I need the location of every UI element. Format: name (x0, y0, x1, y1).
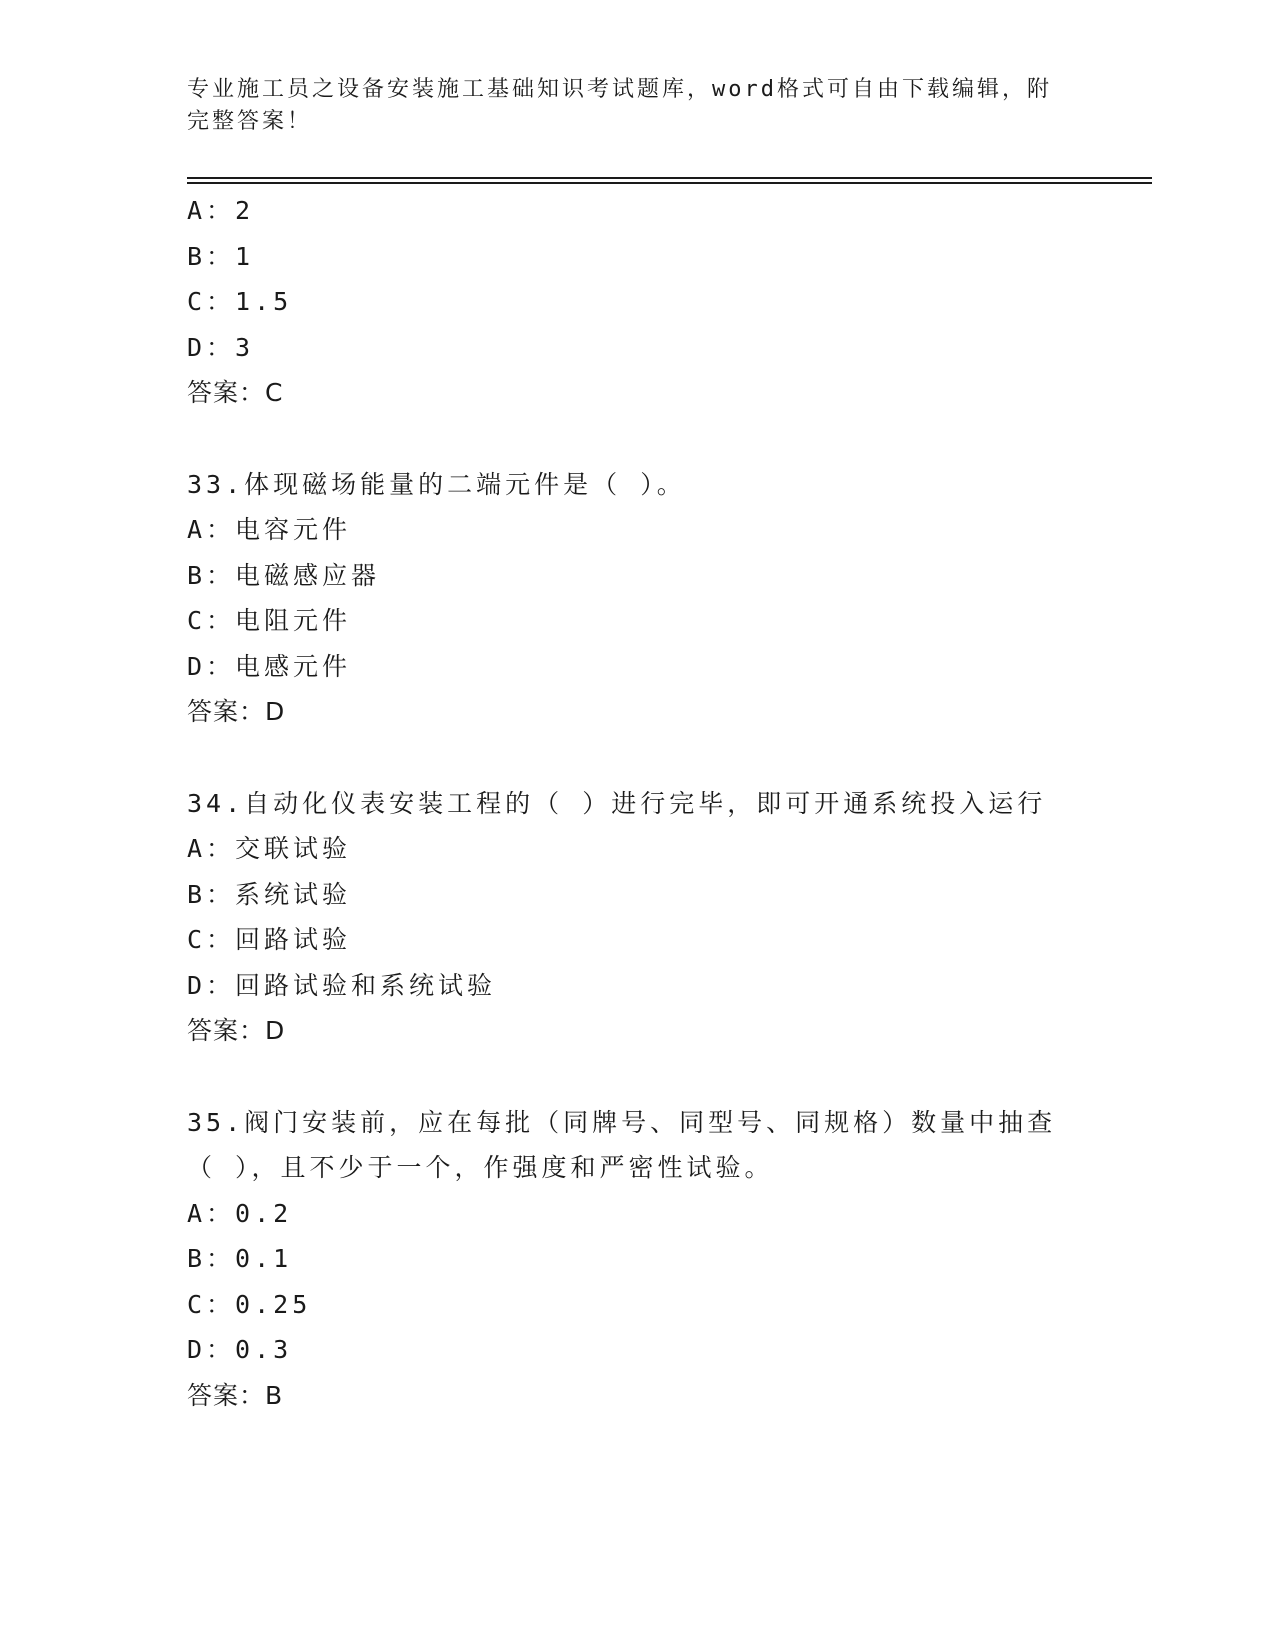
option-c: C：回路试验 (187, 925, 352, 954)
question-35 (187, 1100, 1087, 1419)
option-a: A：0.2 (187, 1198, 293, 1228)
question-33 (187, 462, 1087, 735)
option-a: A：交联试验 (187, 834, 352, 863)
answer: 答案：D (187, 697, 286, 726)
option-d: D：电感元件 (187, 651, 352, 681)
option-c: C：1.5 (187, 287, 293, 316)
option-b: B：电磁感应器 (187, 560, 381, 590)
document-header: 专业施工员之设备安装施工基础知识考试题库，word格式可自由下载编辑，附完整答案！ (187, 77, 1052, 134)
answer: 答案：D (187, 1016, 286, 1045)
spacer (187, 735, 1087, 781)
option-a: A：2 (187, 196, 255, 225)
option-d: D：3 (187, 332, 255, 362)
option-b: B：系统试验 (187, 879, 352, 909)
option-b: B：1 (187, 241, 255, 271)
option-d: D：回路试验和系统试验 (187, 970, 497, 1000)
question-text: 35.阀门安装前，应在每批（同牌号、同型号、同规格）数量中抽查（ ），且不少于一个，作强度和严密性试验。 (187, 1107, 1057, 1182)
question-text: 34.自动化仪表安装工程的（ ）进行完毕，即可开通系统投入运行 (187, 788, 1047, 818)
option-b: B：0.1 (187, 1244, 293, 1273)
answer: 答案：C (187, 378, 284, 407)
option-a: A：电容元件 (187, 515, 352, 544)
question-34 (187, 781, 1087, 1054)
option-c: C：电阻元件 (187, 606, 352, 635)
header-divider-secondary (187, 182, 1152, 184)
option-d: D：0.3 (187, 1335, 293, 1364)
question-list (187, 188, 1087, 1418)
option-c: C：0.25 (187, 1289, 312, 1319)
question-32 (187, 188, 1087, 416)
header-divider (187, 177, 1152, 179)
question-text: 33.体现磁场能量的二端元件是（ ）。 (187, 469, 686, 499)
spacer (187, 416, 1087, 462)
answer: 答案：B (187, 1380, 284, 1410)
spacer (187, 1054, 1087, 1100)
